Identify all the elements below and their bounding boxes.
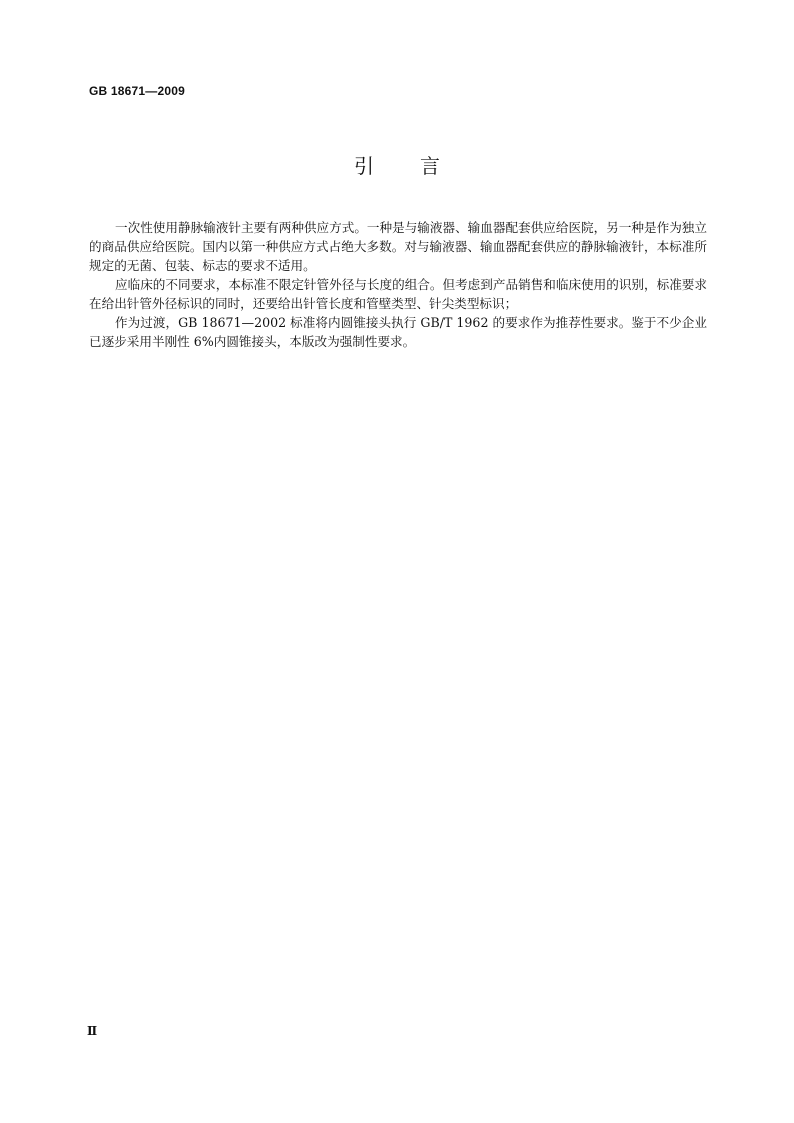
paragraph-3: 作为过渡，GB 18671—2002 标准将内圆锥接头执行 GB/T 1962 的要求作为推荐性要求。鉴于不少企业已逐步采用半刚性 6%内圆锥接头，本版改为强制性要求。 xyxy=(89,315,707,349)
page-number: Ⅱ xyxy=(87,1024,98,1038)
section-title: 引言 xyxy=(354,154,486,178)
introduction-body xyxy=(89,218,707,351)
standard-code-header: GB 18671—2009 xyxy=(89,84,185,98)
paragraph-1: 一次性使用静脉输液针主要有两种供应方式。一种是与输液器、输血器配套供应给医院，另一种是作为独立的商品供应给医院。国内以第一种供应方式占绝大多数。对与输液器、输血器配套供应的静脉输液针，本标准所规定的无菌、包装、标志的要求不适用。 xyxy=(89,220,707,273)
paragraph-2: 应临床的不同要求，本标准不限定针管外径与长度的组合。但考虑到产品销售和临床使用的识别，标准要求在给出针管外径标识的同时，还要给出针管长度和管壁类型、针尖类型标识； xyxy=(89,277,707,311)
